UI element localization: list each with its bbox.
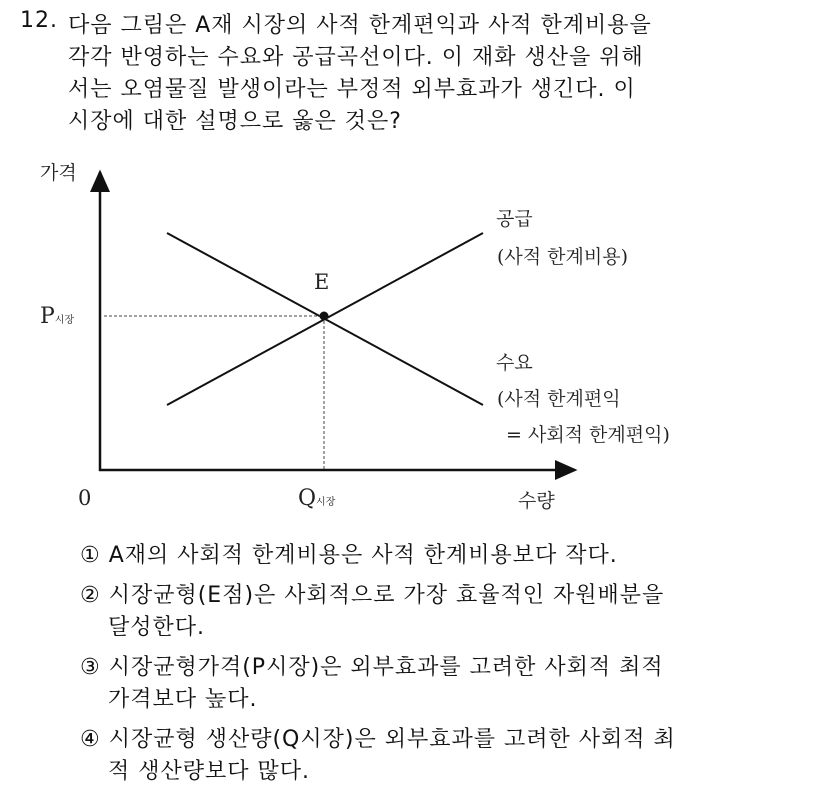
question-number: 12.: [20, 8, 58, 33]
price-label: [40, 304, 74, 329]
demand-label: 수요: [496, 352, 533, 374]
equilibrium-label: E: [314, 270, 330, 294]
option-4-cont: 적 생산량보다 많다.: [108, 759, 310, 784]
y-axis-label: 가격: [40, 162, 77, 184]
question-line: 시장에 대한 설명으로 옳은 것은?: [68, 109, 402, 134]
equilibrium-point: [320, 312, 329, 321]
option-1[interactable]: ① A재의 사회적 한계비용은 사적 한계비용보다 작다.: [80, 543, 618, 568]
option-3[interactable]: ③ 시장균형가격(P시장)은 외부효과를 고려한 사회적 최적: [80, 655, 664, 680]
quantity-symbol: Q: [298, 486, 317, 511]
supply-label: 공급: [496, 208, 533, 230]
demand-description: (사적 한계편익: [497, 388, 621, 410]
option-2[interactable]: ② 시장균형(E점)은 사회적으로 가장 효율적인 자원배분을: [80, 583, 665, 608]
option-2-cont: 달성한다.: [108, 615, 206, 640]
option-4[interactable]: ④ 시장균형 생산량(Q시장)은 외부효과를 고려한 사회적 최: [80, 727, 676, 752]
question-line: 다음 그림은 A재 시장의 사적 한계편익과 사적 한계비용을: [68, 13, 652, 38]
quantity-label: [298, 486, 335, 511]
demand-description: = 사회적 한계편익): [506, 424, 670, 446]
option-3-cont: 가격보다 높다.: [108, 687, 258, 712]
price-symbol: P: [40, 304, 55, 329]
x-axis-label: 수량: [518, 490, 555, 512]
price-subscript: 시장: [54, 315, 75, 326]
question-line: 각각 반영하는 수요와 공급곡선이다. 이 재화 생산을 위해: [68, 45, 644, 70]
question-line: 서는 오염물질 발생이라는 부정적 외부효과가 생긴다. 이: [68, 77, 636, 102]
quantity-subscript: 시장: [316, 497, 336, 508]
supply-description: (사적 한계비용): [497, 246, 628, 268]
origin-label: 0: [78, 486, 92, 510]
